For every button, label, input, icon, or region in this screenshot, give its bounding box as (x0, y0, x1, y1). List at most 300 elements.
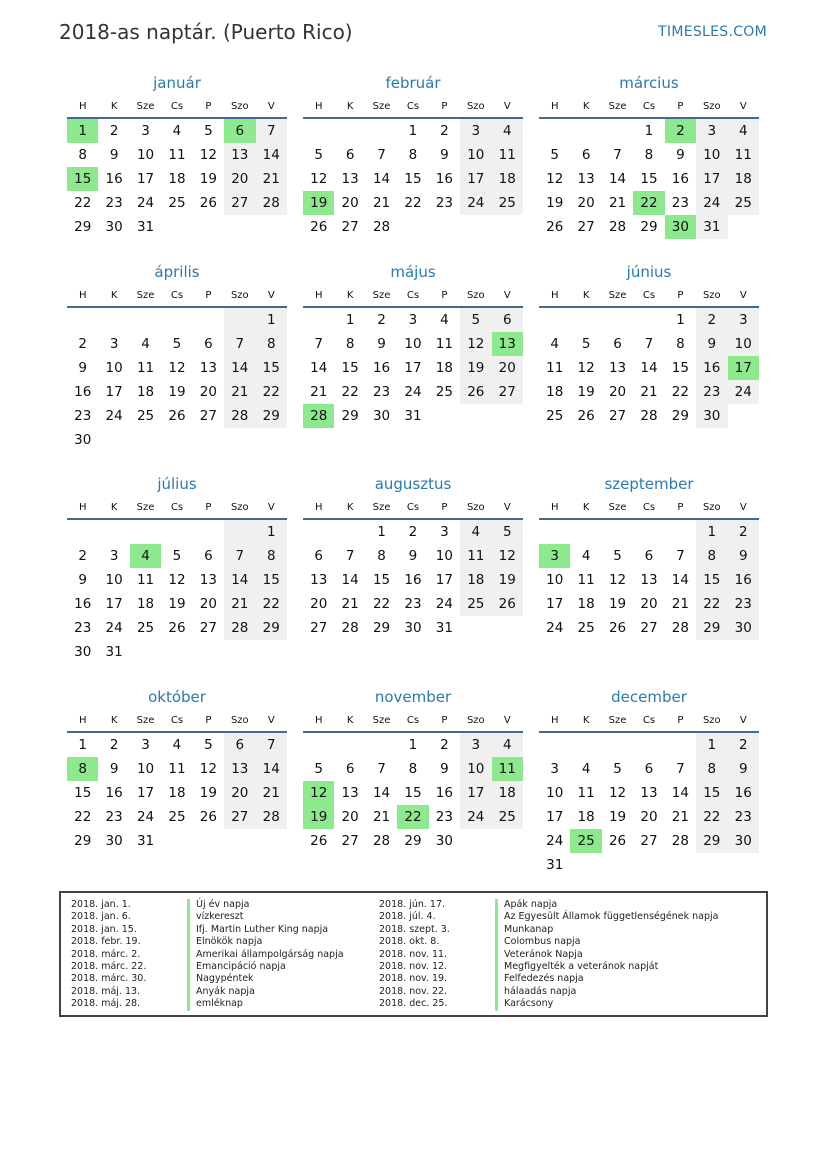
day-cell[interactable]: 3 (696, 119, 727, 143)
day-cell[interactable]: 23 (74, 620, 92, 636)
day-cell[interactable]: 1 (696, 733, 727, 757)
day-cell[interactable]: 3 (141, 737, 150, 753)
day-cell[interactable]: 12 (577, 360, 595, 376)
day-cell[interactable]: 14 (224, 356, 255, 380)
day-cell[interactable]: 8 (256, 544, 287, 568)
day-cell[interactable]: 22 (696, 592, 727, 616)
day-cell[interactable]: 1 (345, 312, 355, 328)
day-cell[interactable]: 27 (341, 219, 359, 235)
day-cell[interactable]: 18 (577, 809, 595, 825)
day-cell[interactable]: 17 (460, 781, 491, 805)
day-cell[interactable]: 16 (728, 568, 759, 592)
day-cell[interactable]: 7 (676, 548, 685, 564)
day-cell[interactable]: 28 (256, 805, 287, 829)
day-cell[interactable]: 11 (168, 147, 186, 163)
day-cell[interactable]: 30 (728, 616, 759, 640)
day-cell[interactable]: 13 (310, 572, 328, 588)
day-cell[interactable]: 5 (460, 308, 491, 332)
day-cell[interactable]: 13 (341, 171, 359, 187)
day-cell[interactable]: 1 (696, 520, 727, 544)
day-cell[interactable]: 31 (404, 408, 422, 424)
day-cell[interactable]: 12 (168, 360, 186, 376)
day-cell[interactable]: 6 (204, 548, 213, 564)
day-cell[interactable]: 23 (696, 380, 727, 404)
day-cell[interactable]: 21 (372, 195, 391, 211)
day-cell[interactable]: 15 (671, 360, 689, 376)
day-cell[interactable]: 24 (136, 195, 155, 211)
day-cell[interactable]: 13 (199, 360, 217, 376)
day-cell[interactable]: 7 (224, 544, 255, 568)
day-cell[interactable]: 23 (671, 195, 689, 211)
day-cell[interactable]: 3 (460, 119, 491, 143)
day-cell[interactable]: 14 (671, 785, 689, 801)
day-cell[interactable]: 26 (492, 592, 523, 616)
day-cell[interactable]: 8 (408, 761, 418, 777)
day-cell[interactable]: 17 (546, 809, 564, 825)
day-cell[interactable]: 24 (546, 833, 564, 849)
day-cell[interactable]: 10 (460, 757, 491, 781)
day-cell[interactable]: 5 (314, 761, 323, 777)
day-cell[interactable]: 6 (613, 336, 622, 352)
day-cell[interactable]: 26 (546, 219, 564, 235)
day-cell[interactable]: 20 (310, 596, 328, 612)
day-cell[interactable]: 30 (728, 829, 759, 853)
day-cell[interactable]: 11 (168, 761, 186, 777)
day-cell-holiday[interactable]: 3 (539, 544, 570, 568)
day-cell[interactable]: 14 (224, 568, 255, 592)
day-cell[interactable]: 28 (372, 833, 391, 849)
day-cell[interactable]: 24 (105, 408, 123, 424)
day-cell[interactable]: 13 (341, 785, 359, 801)
day-cell[interactable]: 20 (341, 809, 359, 825)
day-cell[interactable]: 20 (640, 809, 658, 825)
day-cell[interactable]: 18 (492, 167, 523, 191)
day-cell[interactable]: 27 (224, 191, 255, 215)
day-cell[interactable]: 8 (644, 147, 654, 163)
day-cell[interactable]: 14 (372, 785, 391, 801)
day-cell[interactable]: 19 (199, 785, 217, 801)
day-cell[interactable]: 20 (224, 781, 255, 805)
day-cell[interactable]: 27 (577, 219, 595, 235)
day-cell[interactable]: 21 (372, 809, 391, 825)
day-cell[interactable]: 28 (341, 620, 359, 636)
day-cell[interactable]: 29 (256, 616, 287, 640)
day-cell[interactable]: 10 (546, 572, 564, 588)
day-cell[interactable]: 30 (404, 620, 422, 636)
day-cell[interactable]: 21 (671, 596, 689, 612)
day-cell[interactable]: 6 (581, 147, 591, 163)
day-cell[interactable]: 5 (550, 147, 559, 163)
day-cell[interactable]: 27 (640, 620, 658, 636)
day-cell[interactable]: 6 (204, 336, 213, 352)
day-cell[interactable]: 7 (644, 336, 654, 352)
day-cell[interactable]: 21 (224, 592, 255, 616)
day-cell[interactable]: 6 (314, 548, 323, 564)
day-cell[interactable]: 17 (696, 167, 727, 191)
day-cell[interactable]: 7 (314, 336, 323, 352)
day-cell[interactable]: 30 (74, 432, 92, 448)
day-cell[interactable]: 12 (608, 785, 627, 801)
day-cell[interactable]: 2 (109, 123, 119, 139)
day-cell[interactable]: 28 (256, 191, 287, 215)
day-cell[interactable]: 18 (546, 384, 564, 400)
day-cell[interactable]: 28 (671, 833, 689, 849)
day-cell[interactable]: 13 (199, 572, 217, 588)
day-cell[interactable]: 16 (105, 785, 123, 801)
day-cell[interactable]: 29 (696, 616, 727, 640)
day-cell[interactable]: 17 (546, 596, 564, 612)
day-cell-holiday[interactable]: 19 (303, 805, 334, 829)
day-cell-holiday[interactable]: 25 (570, 829, 601, 853)
day-cell[interactable]: 23 (728, 805, 759, 829)
day-cell[interactable]: 6 (345, 147, 355, 163)
day-cell[interactable]: 12 (199, 147, 217, 163)
day-cell[interactable]: 4 (550, 336, 559, 352)
day-cell[interactable]: 22 (372, 596, 391, 612)
day-cell[interactable]: 2 (440, 737, 449, 753)
day-cell[interactable]: 29 (74, 219, 92, 235)
day-cell[interactable]: 8 (696, 544, 727, 568)
day-cell[interactable]: 12 (168, 572, 186, 588)
day-cell[interactable]: 16 (105, 171, 123, 187)
day-cell-holiday[interactable]: 30 (665, 215, 696, 239)
day-cell[interactable]: 20 (199, 384, 217, 400)
day-cell[interactable]: 3 (408, 312, 418, 328)
day-cell[interactable]: 13 (608, 360, 627, 376)
day-cell[interactable]: 10 (404, 336, 422, 352)
day-cell[interactable]: 5 (613, 548, 622, 564)
day-cell[interactable]: 5 (172, 548, 182, 564)
day-cell[interactable]: 22 (74, 195, 92, 211)
day-cell[interactable]: 25 (435, 384, 453, 400)
day-cell[interactable]: 28 (372, 219, 391, 235)
day-cell[interactable]: 6 (345, 761, 355, 777)
day-cell[interactable]: 7 (676, 761, 685, 777)
day-cell[interactable]: 7 (613, 147, 622, 163)
day-cell[interactable]: 29 (404, 833, 422, 849)
day-cell[interactable]: 15 (341, 360, 359, 376)
day-cell[interactable]: 29 (372, 620, 391, 636)
day-cell[interactable]: 11 (136, 360, 155, 376)
day-cell[interactable]: 4 (172, 737, 182, 753)
day-cell[interactable]: 2 (696, 308, 727, 332)
day-cell[interactable]: 23 (435, 809, 453, 825)
day-cell[interactable]: 16 (728, 781, 759, 805)
day-cell[interactable]: 21 (341, 596, 359, 612)
day-cell[interactable]: 20 (224, 167, 255, 191)
day-cell[interactable]: 6 (644, 761, 654, 777)
day-cell[interactable]: 31 (546, 857, 564, 873)
day-cell[interactable]: 22 (256, 380, 287, 404)
day-cell[interactable]: 2 (440, 123, 449, 139)
day-cell[interactable]: 12 (199, 761, 217, 777)
day-cell[interactable]: 7 (345, 548, 355, 564)
day-cell[interactable]: 22 (256, 592, 287, 616)
day-cell[interactable]: 16 (74, 384, 92, 400)
day-cell[interactable]: 1 (408, 737, 418, 753)
day-cell[interactable]: 15 (256, 356, 287, 380)
day-cell[interactable]: 6 (492, 308, 523, 332)
day-cell[interactable]: 17 (105, 384, 123, 400)
day-cell[interactable]: 4 (141, 336, 150, 352)
day-cell[interactable]: 15 (696, 781, 727, 805)
day-cell[interactable]: 18 (168, 785, 186, 801)
day-cell-holiday[interactable]: 15 (67, 167, 98, 191)
day-cell[interactable]: 2 (728, 520, 759, 544)
day-cell[interactable]: 26 (460, 380, 491, 404)
day-cell[interactable]: 27 (199, 408, 217, 424)
day-cell[interactable]: 5 (204, 123, 213, 139)
day-cell[interactable]: 5 (172, 336, 182, 352)
day-cell[interactable]: 20 (640, 596, 658, 612)
day-cell[interactable]: 2 (408, 524, 418, 540)
day-cell[interactable]: 19 (199, 171, 217, 187)
day-cell[interactable]: 26 (199, 195, 217, 211)
day-cell[interactable]: 24 (460, 191, 491, 215)
day-cell[interactable]: 1 (256, 308, 287, 332)
day-cell[interactable]: 4 (460, 520, 491, 544)
day-cell[interactable]: 7 (377, 147, 386, 163)
day-cell-holiday[interactable]: 6 (224, 119, 255, 143)
day-cell[interactable]: 1 (644, 123, 654, 139)
day-cell[interactable]: 21 (608, 195, 627, 211)
day-cell[interactable]: 10 (136, 761, 155, 777)
day-cell[interactable]: 29 (74, 833, 92, 849)
day-cell[interactable]: 11 (577, 785, 595, 801)
day-cell-holiday[interactable]: 22 (633, 191, 664, 215)
day-cell[interactable]: 29 (256, 404, 287, 428)
day-cell[interactable]: 31 (696, 215, 727, 239)
day-cell[interactable]: 25 (136, 620, 155, 636)
day-cell[interactable]: 27 (224, 805, 255, 829)
day-cell-holiday[interactable]: 13 (492, 332, 523, 356)
day-cell[interactable]: 26 (577, 408, 595, 424)
day-cell[interactable]: 16 (696, 356, 727, 380)
day-cell[interactable]: 1 (377, 524, 386, 540)
day-cell[interactable]: 21 (310, 384, 328, 400)
day-cell[interactable]: 21 (256, 781, 287, 805)
day-cell[interactable]: 17 (435, 572, 453, 588)
day-cell[interactable]: 17 (404, 360, 422, 376)
day-cell[interactable]: 15 (74, 785, 92, 801)
day-cell[interactable]: 30 (435, 833, 453, 849)
day-cell[interactable]: 30 (74, 644, 92, 660)
day-cell[interactable]: 24 (435, 596, 453, 612)
day-cell[interactable]: 5 (613, 761, 622, 777)
day-cell[interactable]: 11 (546, 360, 564, 376)
day-cell[interactable]: 11 (136, 572, 155, 588)
day-cell[interactable]: 29 (640, 219, 658, 235)
day-cell[interactable]: 2 (377, 312, 386, 328)
day-cell[interactable]: 2 (728, 733, 759, 757)
day-cell[interactable]: 23 (74, 408, 92, 424)
day-cell[interactable]: 26 (608, 833, 627, 849)
day-cell[interactable]: 9 (676, 147, 685, 163)
day-cell[interactable]: 26 (608, 620, 627, 636)
day-cell[interactable]: 24 (460, 805, 491, 829)
day-cell[interactable]: 18 (136, 596, 155, 612)
day-cell[interactable]: 18 (435, 360, 453, 376)
day-cell[interactable]: 16 (404, 572, 422, 588)
day-cell[interactable]: 23 (435, 195, 453, 211)
day-cell[interactable]: 19 (168, 596, 186, 612)
day-cell[interactable]: 3 (109, 336, 119, 352)
day-cell[interactable]: 1 (78, 737, 87, 753)
day-cell[interactable]: 15 (256, 568, 287, 592)
day-cell[interactable]: 17 (136, 785, 155, 801)
day-cell[interactable]: 25 (168, 195, 186, 211)
day-cell[interactable]: 27 (199, 620, 217, 636)
day-cell[interactable]: 10 (696, 143, 727, 167)
day-cell[interactable]: 10 (728, 332, 759, 356)
day-cell[interactable]: 23 (404, 596, 422, 612)
day-cell[interactable]: 4 (728, 119, 759, 143)
day-cell[interactable]: 15 (372, 572, 391, 588)
day-cell[interactable]: 25 (577, 620, 595, 636)
day-cell[interactable]: 2 (78, 548, 87, 564)
day-cell[interactable]: 4 (581, 761, 591, 777)
day-cell[interactable]: 29 (671, 408, 689, 424)
day-cell[interactable]: 9 (728, 757, 759, 781)
day-cell[interactable]: 16 (372, 360, 391, 376)
day-cell[interactable]: 10 (105, 572, 123, 588)
day-cell-holiday[interactable]: 8 (67, 757, 98, 781)
day-cell[interactable]: 19 (608, 596, 627, 612)
day-cell[interactable]: 18 (728, 167, 759, 191)
day-cell[interactable]: 18 (168, 171, 186, 187)
day-cell[interactable]: 27 (341, 833, 359, 849)
day-cell[interactable]: 21 (224, 380, 255, 404)
day-cell[interactable]: 28 (224, 616, 255, 640)
day-cell[interactable]: 11 (492, 143, 523, 167)
day-cell[interactable]: 16 (435, 171, 453, 187)
day-cell[interactable]: 9 (78, 360, 87, 376)
day-cell[interactable]: 24 (728, 380, 759, 404)
day-cell[interactable]: 17 (460, 167, 491, 191)
day-cell[interactable]: 23 (105, 195, 123, 211)
day-cell[interactable]: 10 (105, 360, 123, 376)
day-cell[interactable]: 10 (435, 548, 453, 564)
day-cell[interactable]: 4 (440, 312, 449, 328)
day-cell[interactable]: 22 (74, 809, 92, 825)
day-cell[interactable]: 12 (310, 171, 328, 187)
day-cell[interactable]: 1 (676, 312, 685, 328)
day-cell[interactable]: 5 (314, 147, 323, 163)
day-cell[interactable]: 5 (204, 737, 213, 753)
day-cell[interactable]: 25 (492, 805, 523, 829)
day-cell[interactable]: 4 (172, 123, 182, 139)
day-cell[interactable]: 27 (492, 380, 523, 404)
day-cell[interactable]: 29 (696, 829, 727, 853)
day-cell[interactable]: 18 (577, 596, 595, 612)
day-cell[interactable]: 9 (408, 548, 418, 564)
day-cell[interactable]: 4 (492, 119, 523, 143)
day-cell[interactable]: 21 (256, 167, 287, 191)
day-cell[interactable]: 12 (546, 171, 564, 187)
day-cell[interactable]: 14 (256, 757, 287, 781)
day-cell[interactable]: 14 (671, 572, 689, 588)
day-cell[interactable]: 29 (341, 408, 359, 424)
day-cell[interactable]: 26 (310, 833, 328, 849)
day-cell[interactable]: 9 (109, 147, 119, 163)
day-cell[interactable]: 7 (256, 733, 287, 757)
day-cell[interactable]: 14 (608, 171, 627, 187)
day-cell[interactable]: 4 (492, 733, 523, 757)
day-cell[interactable]: 20 (341, 195, 359, 211)
day-cell[interactable]: 16 (435, 785, 453, 801)
day-cell[interactable]: 9 (440, 147, 449, 163)
day-cell[interactable]: 3 (440, 524, 449, 540)
day-cell[interactable]: 11 (728, 143, 759, 167)
day-cell[interactable]: 3 (728, 308, 759, 332)
day-cell[interactable]: 3 (141, 123, 150, 139)
day-cell[interactable]: 15 (696, 568, 727, 592)
day-cell[interactable]: 4 (581, 548, 591, 564)
day-cell[interactable]: 23 (372, 384, 391, 400)
day-cell[interactable]: 31 (136, 833, 155, 849)
day-cell-holiday[interactable]: 19 (303, 191, 334, 215)
day-cell-holiday[interactable]: 12 (303, 781, 334, 805)
day-cell[interactable]: 7 (224, 332, 255, 356)
day-cell[interactable]: 9 (377, 336, 386, 352)
day-cell[interactable]: 22 (671, 384, 689, 400)
day-cell[interactable]: 13 (224, 757, 255, 781)
day-cell[interactable]: 11 (435, 336, 453, 352)
day-cell-holiday[interactable]: 2 (665, 119, 696, 143)
day-cell[interactable]: 11 (460, 544, 491, 568)
day-cell[interactable]: 10 (546, 785, 564, 801)
day-cell[interactable]: 8 (408, 147, 418, 163)
day-cell[interactable]: 30 (105, 219, 123, 235)
day-cell[interactable]: 11 (577, 572, 595, 588)
day-cell[interactable]: 9 (728, 544, 759, 568)
day-cell[interactable]: 17 (105, 596, 123, 612)
day-cell[interactable]: 8 (345, 336, 355, 352)
day-cell[interactable]: 15 (404, 171, 422, 187)
day-cell[interactable]: 8 (696, 757, 727, 781)
day-cell[interactable]: 19 (168, 384, 186, 400)
day-cell[interactable]: 17 (136, 171, 155, 187)
day-cell[interactable]: 30 (105, 833, 123, 849)
day-cell[interactable]: 20 (492, 356, 523, 380)
day-cell[interactable]: 30 (696, 404, 727, 428)
day-cell[interactable]: 31 (435, 620, 453, 636)
day-cell-holiday[interactable]: 28 (303, 404, 334, 428)
day-cell[interactable]: 25 (136, 408, 155, 424)
day-cell[interactable]: 28 (671, 620, 689, 636)
day-cell[interactable]: 26 (168, 620, 186, 636)
day-cell[interactable]: 20 (577, 195, 595, 211)
day-cell[interactable]: 28 (640, 408, 658, 424)
day-cell[interactable]: 21 (640, 384, 658, 400)
day-cell[interactable]: 24 (404, 384, 422, 400)
day-cell[interactable]: 2 (109, 737, 119, 753)
day-cell[interactable]: 25 (168, 809, 186, 825)
day-cell[interactable]: 14 (640, 360, 658, 376)
day-cell[interactable]: 18 (492, 781, 523, 805)
day-cell[interactable]: 8 (78, 147, 87, 163)
day-cell-holiday[interactable]: 22 (397, 805, 428, 829)
day-cell[interactable]: 8 (377, 548, 386, 564)
day-cell[interactable]: 24 (105, 620, 123, 636)
day-cell[interactable]: 26 (168, 408, 186, 424)
day-cell[interactable]: 14 (256, 143, 287, 167)
day-cell[interactable]: 6 (644, 548, 654, 564)
day-cell[interactable]: 13 (577, 171, 595, 187)
day-cell[interactable]: 31 (105, 644, 123, 660)
day-cell[interactable]: 16 (74, 596, 92, 612)
day-cell[interactable]: 25 (460, 592, 491, 616)
